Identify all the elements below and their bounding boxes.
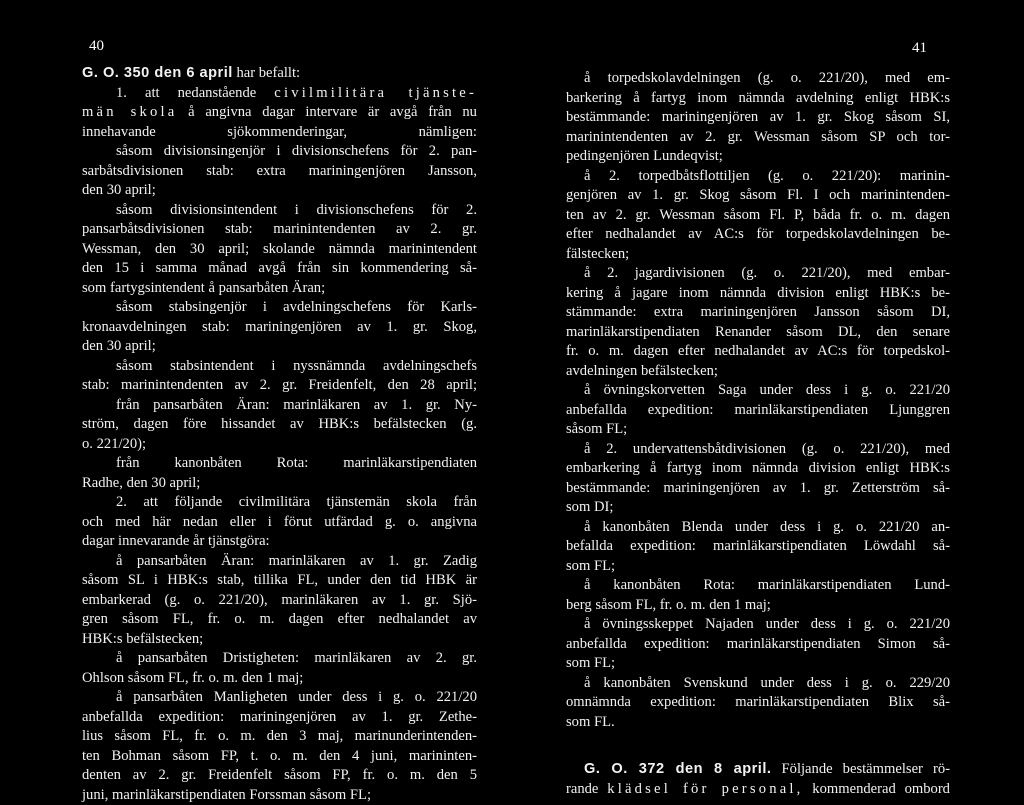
line-text: pansarbåtsdivisionen stab: marinintendenten av 2. gr.	[82, 221, 477, 237]
line-text: såsom FL;	[566, 421, 627, 437]
text-line	[82, 298, 477, 318]
line-text: anbefallda expedition: marinläkarstipendiaten Simon så-	[566, 636, 950, 652]
text-line	[566, 69, 950, 89]
line-text: bestämmande: mariningenjören av 1. gr. Skog såsom SI,	[566, 109, 950, 125]
line-text: som DI;	[566, 499, 613, 515]
line-text: stab: marinintendenten av 2. gr. Freidenfelt, den 28 april;	[82, 377, 477, 393]
line-text: såsom divisionsintendent i divisionschefens för 2.	[116, 202, 477, 218]
line-text: å angivna dagar intervare är avgå från nu	[177, 104, 477, 120]
text-line	[566, 557, 950, 577]
page-number-left: 40	[89, 38, 104, 55]
line-text: och med här nedan eller i förut utfärdad g. o. angivna	[82, 514, 477, 530]
line-text: såsom stabsintendent i nyssnämnda avdelningschefs	[116, 358, 477, 374]
text-line	[566, 362, 950, 382]
line-tail-text: kommenderad ombord	[803, 781, 950, 797]
emphasized-text: män skola	[82, 104, 177, 120]
line-text: dagar innevarande år tjänstgöra:	[82, 533, 270, 549]
line-text: ten Bohman såsom FP, t. o. m. den 4 juni, marininten-	[82, 748, 477, 764]
line-text: efter nedhalandet av AC:s för torpedskolavdelningen be-	[566, 226, 950, 242]
right-page-column	[566, 69, 950, 799]
text-line	[82, 493, 477, 513]
line-text: som FL.	[566, 714, 615, 730]
text-line	[566, 342, 950, 362]
line-text: å kanonbåten Svenskund under dess i g. o. 229/20	[584, 675, 950, 691]
text-line	[82, 103, 477, 123]
text-line	[566, 498, 950, 518]
line-text: embarkerad (g. o. 221/20), marinläkaren av 1. gr. Sjö-	[82, 592, 477, 608]
text-line	[82, 142, 477, 162]
line-text: å övningskorvetten Saga under dess i g. o. 221/20	[584, 382, 950, 398]
text-line	[566, 264, 950, 284]
order-heading: G. O. 350 den 6 april	[82, 65, 233, 81]
text-line	[566, 108, 950, 128]
line-text: från kanonbåten Rota: marinläkarstipendiaten	[116, 455, 477, 471]
line-text: denten av 2. gr. Freidenfelt såsom FP, fr. o. m. den 5	[82, 767, 477, 783]
line-text: innehavande sjökommenderingar, nämligen:	[82, 124, 477, 140]
text-line	[82, 591, 477, 611]
text-line	[82, 123, 477, 143]
line-text: den 30 april;	[82, 338, 156, 354]
line-text: embarkering å fartyg inom nämnda division enligt HBK:s	[566, 460, 950, 476]
text-line	[82, 201, 477, 221]
text-line	[566, 518, 950, 538]
line-text: å övningsskeppet Najaden under dess i g. o. 221/20	[584, 616, 950, 632]
text-line	[566, 147, 950, 167]
emphasized-text: civilmilitära tjänste-	[274, 85, 477, 101]
text-line	[82, 727, 477, 747]
line-text: som FL;	[566, 655, 615, 671]
text-line	[82, 474, 477, 494]
text-line	[82, 747, 477, 767]
text-line	[566, 596, 950, 616]
line-text: som fartygsintendent å pansarbåten Äran;	[82, 280, 325, 296]
text-line	[566, 245, 950, 265]
text-line	[566, 401, 950, 421]
text-line	[82, 84, 477, 104]
line-text: 1. att nedanstående	[116, 85, 274, 101]
text-line	[566, 459, 950, 479]
text-line	[82, 688, 477, 708]
text-line	[566, 537, 950, 557]
line-text: å 2. jagardivisionen (g. o. 221/20), med embar-	[584, 265, 950, 281]
line-text: den 30 april;	[82, 182, 156, 198]
line-text: anbefallda expedition: mariningenjören av 1. gr. Zethe-	[82, 709, 477, 725]
text-line	[82, 337, 477, 357]
line-text: fälstecken;	[566, 246, 629, 262]
text-line	[82, 318, 477, 338]
line-text: såsom stabsingenjör i avdelningschefens för Karls-	[116, 299, 477, 315]
text-line	[82, 220, 477, 240]
line-text: sarbåtsdivisionen stab: extra mariningenjören Jansson,	[82, 163, 477, 179]
text-line	[566, 615, 950, 635]
line-text: den 15 i samma månad avgå från sin kommendering så-	[82, 260, 477, 276]
line-text: barkering å fartyg inom nämnda avdelning enligt HBK:s	[566, 90, 950, 106]
line-text: kering å jagare inom nämnda division enligt HBK:s be-	[566, 285, 950, 301]
line-text: avdelningen befälstecken;	[566, 363, 718, 379]
line-text: Följande bestämmelser rö-	[771, 761, 950, 777]
line-text: genjören av 1. gr. Skog såsom Fl. I och marinintenden-	[566, 187, 950, 203]
line-text: såsom divisionsingenjör i divisionschefens för 2. pan-	[116, 143, 477, 159]
text-line	[566, 713, 950, 733]
line-text: befallda expedition: marinläkarstipendiaten Löwdahl så-	[566, 538, 950, 554]
text-line	[82, 64, 477, 84]
text-line	[82, 396, 477, 416]
line-text: marinintendenten av 2. gr. Wessman såsom SP och tor-	[566, 129, 950, 145]
text-line	[82, 454, 477, 474]
text-line	[82, 357, 477, 377]
text-line	[566, 693, 950, 713]
text-line	[566, 780, 950, 800]
line-text: å kanonbåten Blenda under dess i g. o. 221/20 an-	[584, 519, 950, 535]
line-text: omnämnda expedition: marinläkarstipendiaten Blix så-	[566, 694, 950, 710]
text-line	[82, 435, 477, 455]
line-text: bestämmande: mariningenjören av 1. gr. Zetterström så-	[566, 480, 950, 496]
line-text: HBK:s befälstecken;	[82, 631, 203, 647]
line-text: o. 221/20);	[82, 436, 146, 452]
text-line	[566, 576, 950, 596]
line-text: kronaavdelningen stab: mariningenjören av 1. gr. Skog,	[82, 319, 477, 335]
line-text: å torpedskolavdelningen (g. o. 221/20), med em-	[584, 70, 950, 86]
left-page-column	[82, 64, 477, 805]
text-line	[82, 552, 477, 572]
text-line	[566, 479, 950, 499]
text-line	[82, 415, 477, 435]
line-text: juni, marinläkarstipendiaten Forssman såsom FL;	[82, 787, 371, 803]
line-text: Radhe, den 30 april;	[82, 475, 200, 491]
line-text: ström, dagen före hissandet av HBK:s befälstecken (g.	[82, 416, 477, 432]
text-line	[566, 760, 950, 780]
line-text: Wessman, den 30 april; skolande nämnda marinintendent	[82, 241, 477, 257]
line-text: å 2. undervattensbåtdivisionen (g. o. 221/20), med	[584, 441, 950, 457]
text-line	[82, 669, 477, 689]
line-text: 2. att följande civilmilitära tjänstemän skola från	[116, 494, 477, 510]
line-text: å pansarbåten Äran: marinläkaren av 1. gr. Zadig	[116, 553, 477, 569]
line-text: som FL;	[566, 558, 615, 574]
line-text: har befallt:	[233, 65, 300, 81]
text-line	[82, 259, 477, 279]
text-line	[566, 420, 950, 440]
line-text: å pansarbåten Dristigheten: marinläkaren av 2. gr.	[116, 650, 477, 666]
line-text: ten av 2. gr. Wessman såsom Fl. P, båda fr. o. m. dagen	[566, 207, 950, 223]
text-line	[82, 513, 477, 533]
line-text: stämmande: extra mariningenjören Jansson såsom DI,	[566, 304, 950, 320]
text-line	[566, 225, 950, 245]
page-number-right: 41	[912, 40, 927, 57]
line-text: från pansarbåten Äran: marinläkaren av 1. gr. Ny-	[116, 397, 477, 413]
text-line	[82, 162, 477, 182]
text-line	[82, 532, 477, 552]
line-text: berg såsom FL, fr. o. m. den 1 maj;	[566, 597, 771, 613]
text-line	[82, 181, 477, 201]
line-text: å 2. torpedbåtsflottiljen (g. o. 221/20): marinin-	[584, 168, 950, 184]
line-text: anbefallda expedition: marinläkarstipendiaten Ljunggren	[566, 402, 950, 418]
line-text: pedingenjören Lundeqvist;	[566, 148, 723, 164]
text-line	[82, 649, 477, 669]
text-line	[566, 654, 950, 674]
text-line	[82, 630, 477, 650]
text-line	[566, 635, 950, 655]
text-line	[566, 381, 950, 401]
text-line	[566, 206, 950, 226]
line-text: Ohlson såsom FL, fr. o. m. den 1 maj;	[82, 670, 303, 686]
text-line	[82, 766, 477, 786]
text-line	[82, 708, 477, 728]
text-line	[82, 786, 477, 805]
text-line	[82, 279, 477, 299]
text-line	[566, 128, 950, 148]
line-text: marinläkarstipendiaten Renander såsom DL, den senare	[566, 324, 950, 340]
text-line	[82, 376, 477, 396]
text-line	[566, 303, 950, 323]
text-line	[566, 323, 950, 343]
text-line	[82, 610, 477, 630]
line-text: rande	[566, 781, 607, 797]
line-text: lius såsom FL, fr. o. m. den 3 maj, marinunderintenden-	[82, 728, 477, 744]
line-text: gren såsom FL, fr. o. m. dagen efter nedhalandet av	[82, 611, 477, 627]
line-text: såsom SL i HBK:s stab, tillika FL, under den tid HBK är	[82, 572, 477, 588]
line-text: fr. o. m. dagen efter nedhalandet av AC:s för torpedskol-	[566, 343, 950, 359]
text-line	[566, 186, 950, 206]
line-text: å kanonbåten Rota: marinläkarstipendiaten Lund-	[584, 577, 950, 593]
text-line	[82, 240, 477, 260]
text-line	[566, 440, 950, 460]
text-line	[566, 167, 950, 187]
text-line	[566, 284, 950, 304]
text-line	[566, 674, 950, 694]
order-heading: G. O. 372 den 8 april.	[584, 761, 771, 777]
emphasized-text: klädsel för personal,	[607, 781, 803, 797]
line-text: å pansarbåten Manligheten under dess i g. o. 221/20	[116, 689, 477, 705]
text-line	[566, 89, 950, 109]
text-line	[82, 571, 477, 591]
